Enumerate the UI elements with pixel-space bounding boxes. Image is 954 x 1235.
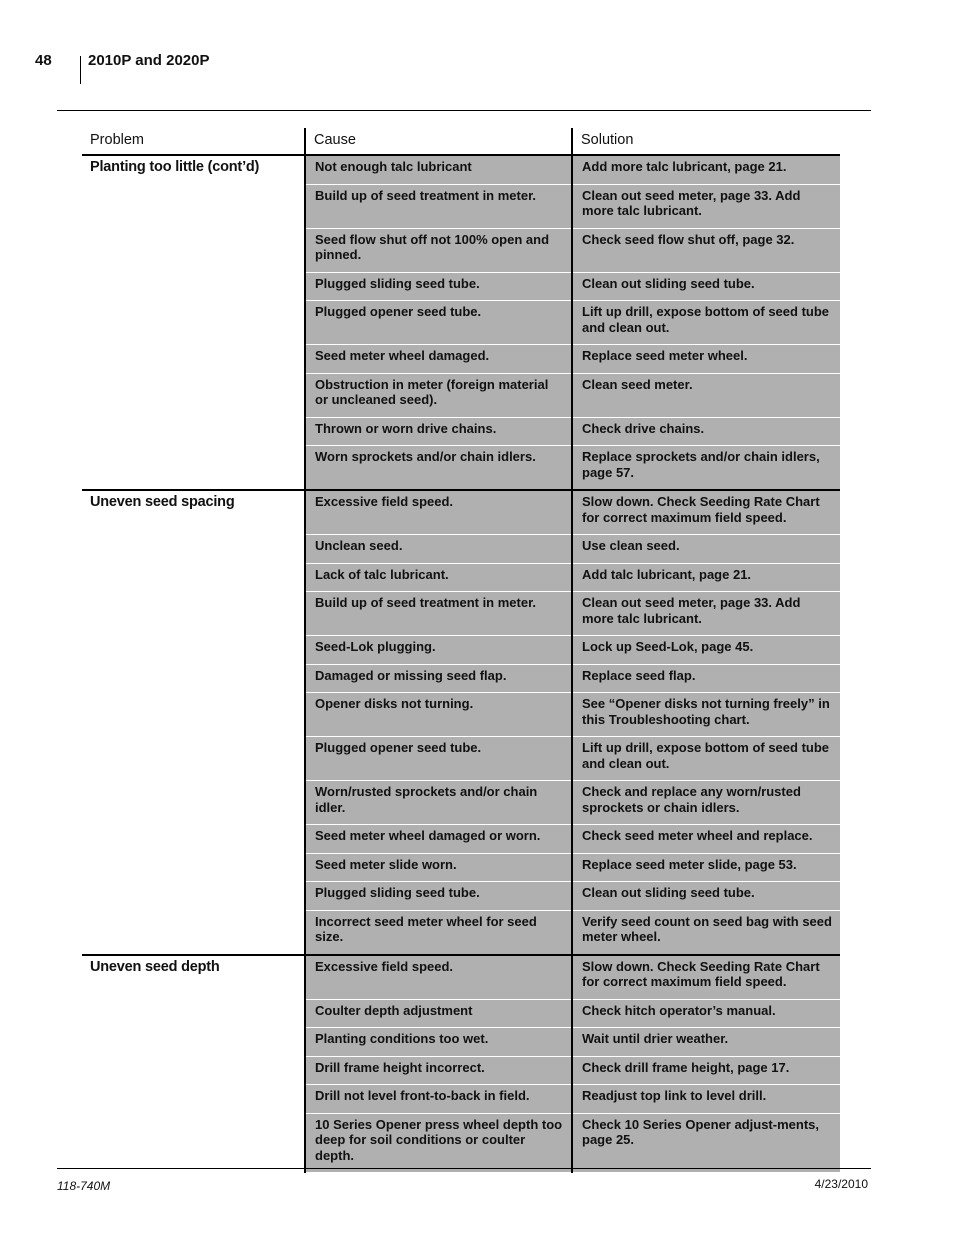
problem-cell: Uneven seed depth [82, 955, 305, 1173]
solution-cell: Slow down. Check Seeding Rate Chart for correct maximum field speed. [572, 490, 840, 535]
solution-cell: Lift up drill, expose bottom of seed tube and clean out. [572, 301, 840, 345]
document-title: 2010P and 2020P [88, 52, 210, 69]
table-row [82, 955, 840, 1000]
solution-cell: Replace seed flap. [572, 664, 840, 693]
solution-cell: Clean seed meter. [572, 373, 840, 417]
cause-cell: Opener disks not turning. [305, 693, 572, 737]
solution-cell: Readjust top link to level drill. [572, 1085, 840, 1114]
cause-cell: Excessive field speed. [305, 955, 572, 1000]
header-divider [80, 56, 81, 84]
cause-cell: Drill not level front-to-back in field. [305, 1085, 572, 1114]
cause-cell: Drill frame height incorrect. [305, 1056, 572, 1085]
solution-cell: Check drill frame height, page 17. [572, 1056, 840, 1085]
table-row [82, 155, 840, 184]
cause-cell: Worn sprockets and/or chain idlers. [305, 446, 572, 491]
solution-cell: Use clean seed. [572, 535, 840, 564]
cause-cell: Build up of seed treatment in meter. [305, 592, 572, 636]
cause-cell: Seed-Lok plugging. [305, 636, 572, 665]
table-row [82, 490, 840, 535]
cause-cell: Thrown or worn drive chains. [305, 417, 572, 446]
cause-cell: Worn/rusted sprockets and/or chain idler. [305, 781, 572, 825]
cause-cell: Seed meter wheel damaged. [305, 345, 572, 374]
solution-cell: Clean out seed meter, page 33. Add more talc lubricant. [572, 592, 840, 636]
cause-cell: Incorrect seed meter wheel for seed size. [305, 910, 572, 955]
cause-cell: Damaged or missing seed flap. [305, 664, 572, 693]
table-body [82, 155, 840, 1173]
cause-cell: Obstruction in meter (foreign material or uncleaned seed). [305, 373, 572, 417]
solution-cell: Add more talc lubricant, page 21. [572, 155, 840, 184]
solution-cell: Check drive chains. [572, 417, 840, 446]
cause-cell: Seed meter slide worn. [305, 853, 572, 882]
column-header-problem: Problem [90, 132, 144, 148]
solution-cell: Check seed flow shut off, page 32. [572, 228, 840, 272]
cause-cell: Plugged sliding seed tube. [305, 272, 572, 301]
solution-cell: Clean out seed meter, page 33. Add more talc lubricant. [572, 184, 840, 228]
solution-cell: Lock up Seed-Lok, page 45. [572, 636, 840, 665]
cause-cell: Build up of seed treatment in meter. [305, 184, 572, 228]
solution-cell: Clean out sliding seed tube. [572, 882, 840, 911]
table-header-row [82, 128, 840, 155]
column-header-cause: Cause [305, 128, 572, 155]
solution-cell: Replace sprockets and/or chain idlers, page 57. [572, 446, 840, 491]
bottom-rule [57, 1168, 871, 1169]
page-number: 48 [35, 52, 52, 69]
problem-cell: Uneven seed spacing [82, 490, 305, 955]
cause-cell: Coulter depth adjustment [305, 999, 572, 1028]
column-header-solution: Solution [572, 128, 840, 155]
solution-cell: Check hitch operator’s manual. [572, 999, 840, 1028]
solution-cell: Replace seed meter slide, page 53. [572, 853, 840, 882]
cause-cell: Plugged opener seed tube. [305, 737, 572, 781]
solution-cell: Check seed meter wheel and replace. [572, 825, 840, 854]
cause-cell: Unclean seed. [305, 535, 572, 564]
cause-cell: Lack of talc lubricant. [305, 563, 572, 592]
troubleshooting-table [82, 128, 840, 1173]
top-rule [57, 110, 871, 111]
cause-cell: Excessive field speed. [305, 490, 572, 535]
problem-cell: Planting too little (cont’d) [82, 155, 305, 490]
solution-cell: Add talc lubricant, page 21. [572, 563, 840, 592]
solution-cell: Clean out sliding seed tube. [572, 272, 840, 301]
solution-cell: Check 10 Series Opener adjust-ments, page 25. [572, 1113, 840, 1173]
cause-cell: Seed flow shut off not 100% open and pinned. [305, 228, 572, 272]
cause-cell: Plugged sliding seed tube. [305, 882, 572, 911]
cause-cell: 10 Series Opener press wheel depth too deep for soil conditions or coulter depth. [305, 1113, 572, 1173]
solution-cell: Check and replace any worn/rusted sprockets or chain idlers. [572, 781, 840, 825]
cause-cell: Plugged opener seed tube. [305, 301, 572, 345]
solution-cell: See “Opener disks not turning freely” in this Troubleshooting chart. [572, 693, 840, 737]
cause-cell: Not enough talc lubricant [305, 155, 572, 184]
solution-cell: Verify seed count on seed bag with seed meter wheel. [572, 910, 840, 955]
cause-cell: Planting conditions too wet. [305, 1028, 572, 1057]
solution-cell: Lift up drill, expose bottom of seed tube and clean out. [572, 737, 840, 781]
solution-cell: Wait until drier weather. [572, 1028, 840, 1057]
revision-date: 4/23/2010 [814, 1177, 868, 1191]
solution-cell: Slow down. Check Seeding Rate Chart for correct maximum field speed. [572, 955, 840, 1000]
cause-cell: Seed meter wheel damaged or worn. [305, 825, 572, 854]
document-number: 118-740M [57, 1179, 111, 1193]
solution-cell: Replace seed meter wheel. [572, 345, 840, 374]
